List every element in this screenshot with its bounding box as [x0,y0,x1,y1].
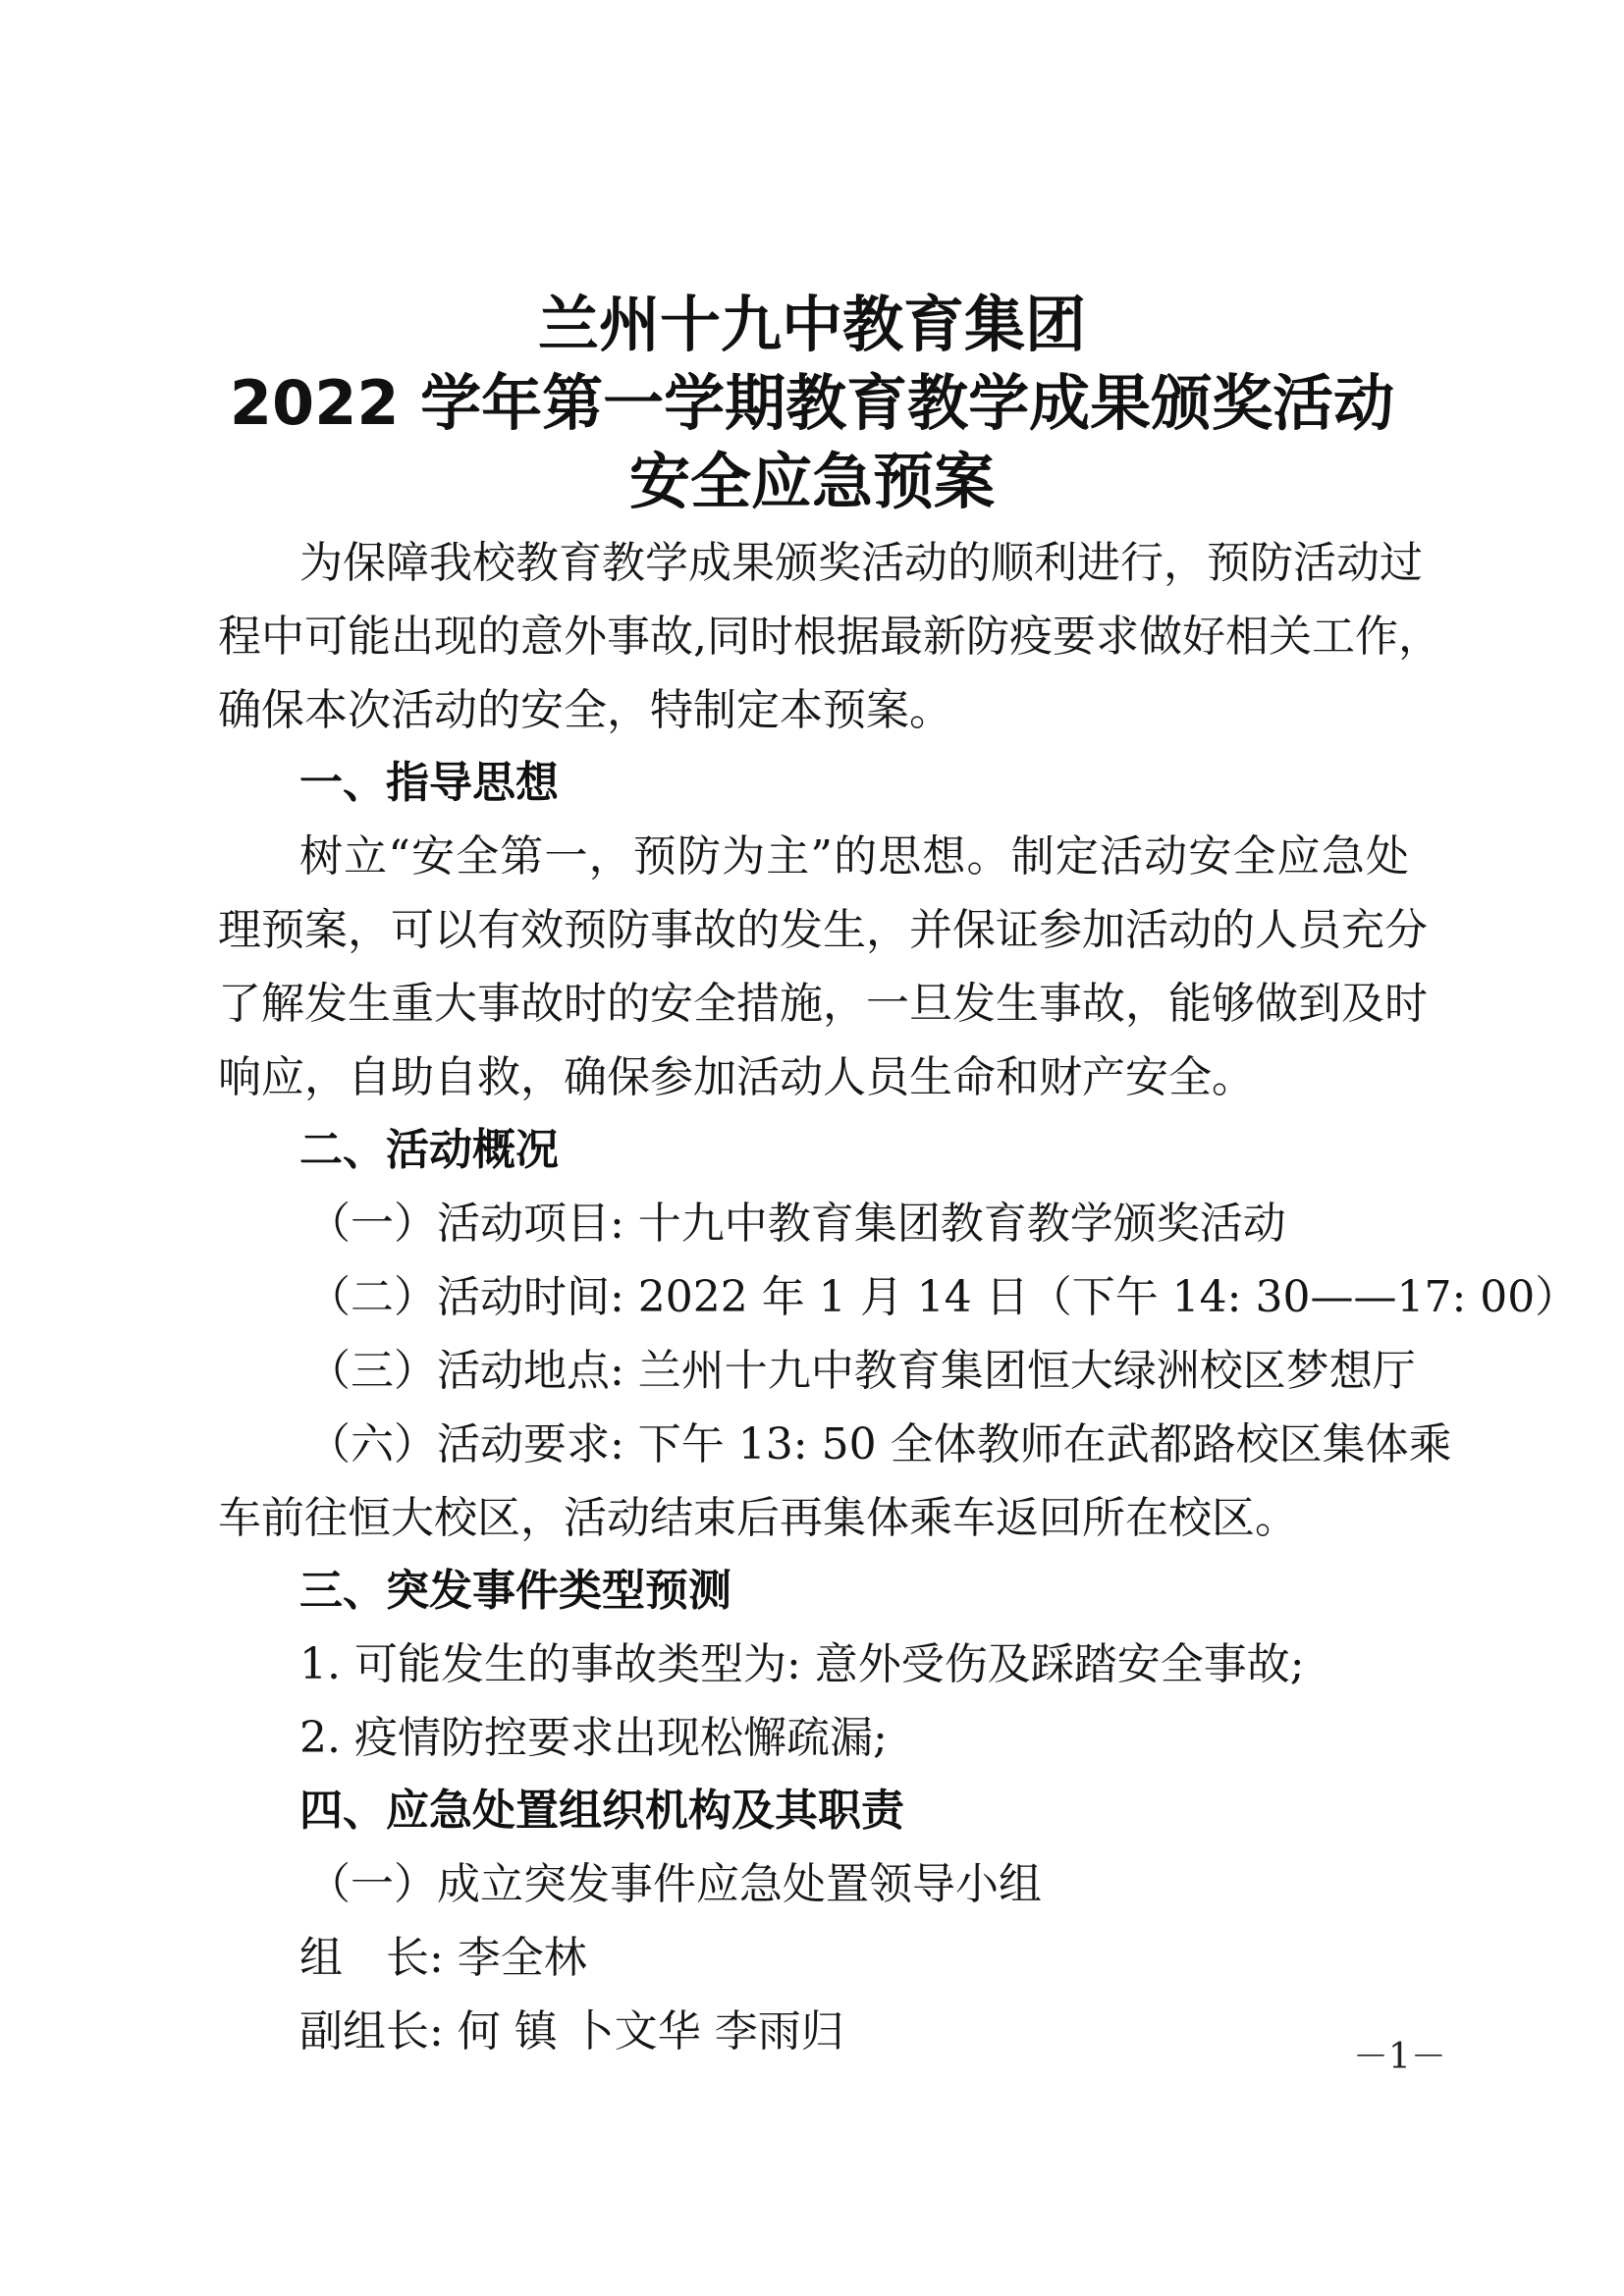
section2-item-1: （一）活动项目: 十九中教育集团教育教学颁奖活动 [307,1199,1286,1249]
title-line-2: 2022 学年第一学期教育教学成果颁奖活动 [229,367,1395,439]
section1-line-2: 理预案，可以有效预防事故的发生，并保证参加活动的人员充分 [218,905,1428,955]
intro-line-3: 确保本次活动的安全，特制定本预案。 [218,685,952,735]
section2-heading: 二、活动概况 [299,1125,559,1175]
title-line-1: 兰州十九中教育集团 [537,289,1086,360]
section1-heading: 一、指导思想 [299,758,559,808]
section1-line-1: 树立“安全第一，预防为主”的思想。制定活动安全应急处 [299,831,1409,881]
section4-deputy: 副组长: 何 镇 卜文华 李雨归 [299,2006,844,2056]
section1-line-3: 了解发生重大事故时的安全措施，一旦发生事故，能够做到及时 [218,979,1428,1029]
intro-line-2: 程中可能出现的意外事故,同时根据最新防疫要求做好相关工作， [218,612,1441,662]
section2-item-4-line-2: 车前往恒大校区，活动结束后再集体乘车返回所在校区。 [218,1493,1298,1543]
section4-item-1: （一）成立突发事件应急处置领导小组 [307,1859,1042,1909]
section2-item-2: （二）活动时间: 2022 年 1 月 14 日（下午 14: 30——17: 00） [307,1272,1579,1322]
section2-item-3: （三）活动地点: 兰州十九中教育集团恒大绿洲校区梦想厅 [307,1346,1416,1396]
title-line-3: 安全应急预案 [628,446,995,517]
section4-heading: 四、应急处置组织机构及其职责 [299,1786,904,1836]
section3-heading: 三、突发事件类型预测 [299,1566,731,1616]
section1-line-4: 响应，自助自救，确保参加活动人员生命和财产安全。 [218,1052,1255,1102]
intro-line-1: 为保障我校教育教学成果颁奖活动的顺利进行，预防活动过 [299,538,1423,588]
section2-item-4-line-1: （六）活动要求: 下午 13: 50 全体教师在武都路校区集体乘 [307,1419,1452,1469]
section3-item-2: 2. 疫情防控要求出现松懈疏漏; [299,1713,888,1763]
page-number: －1－ [1353,2037,1446,2077]
section4-leader: 组 长: 李全林 [299,1933,587,1983]
section3-item-1: 1. 可能发生的事故类型为: 意外受伤及踩踏安全事故; [299,1639,1305,1689]
